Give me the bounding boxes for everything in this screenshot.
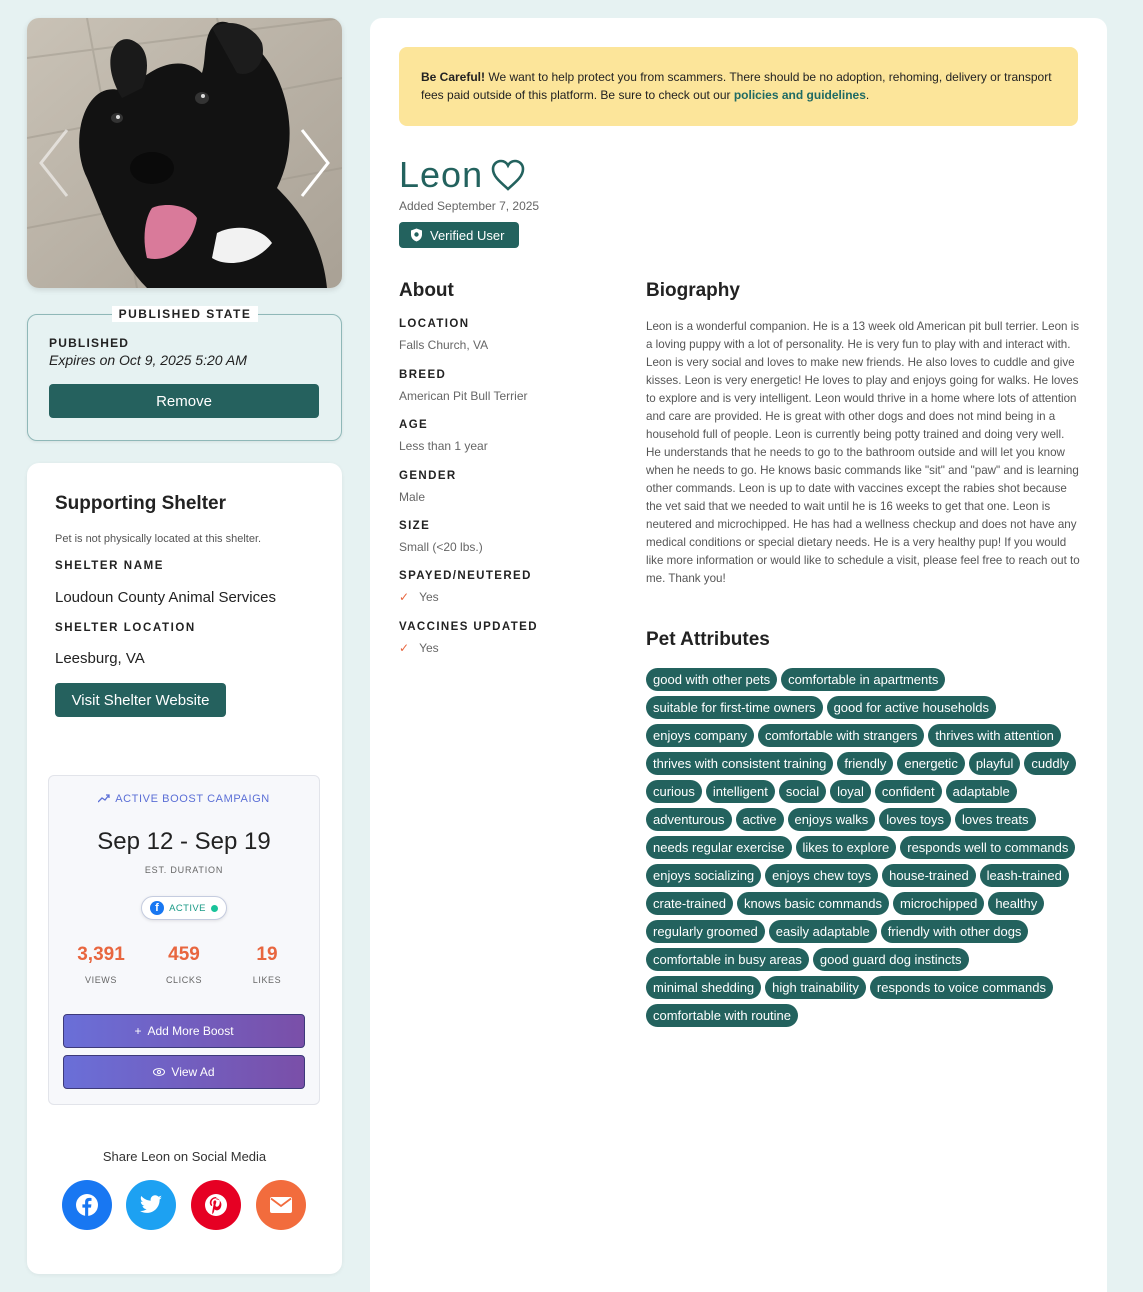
verified-label: Verified User bbox=[430, 227, 505, 243]
about-value: Male bbox=[399, 490, 426, 504]
policies-link[interactable]: policies and guidelines bbox=[733, 88, 866, 102]
about-label: GENDER bbox=[399, 470, 457, 482]
attribute-tag: thrives with attention bbox=[928, 724, 1061, 747]
attribute-tag: comfortable with strangers bbox=[758, 724, 924, 747]
attribute-tag: regularly groomed bbox=[646, 920, 765, 943]
eye-icon bbox=[153, 1068, 165, 1076]
attribute-tag: microchipped bbox=[893, 892, 984, 915]
attribute-tag: good for active households bbox=[827, 696, 996, 719]
attribute-tag: good with other pets bbox=[646, 668, 777, 691]
facebook-icon bbox=[75, 1193, 99, 1217]
shelter-location: Leesburg, VA bbox=[55, 650, 145, 667]
warning-strong: Be Careful! bbox=[421, 70, 486, 84]
attribute-tag: thrives with consistent training bbox=[646, 752, 833, 775]
pet-photo-carousel[interactable] bbox=[27, 18, 342, 288]
attribute-tag: comfortable in apartments bbox=[781, 668, 945, 691]
facebook-icon: f bbox=[150, 901, 164, 915]
shield-icon bbox=[410, 228, 423, 242]
boost-campaign-panel bbox=[48, 775, 320, 1105]
attribute-tag: easily adaptable bbox=[769, 920, 877, 943]
shelter-name: Loudoun County Animal Services bbox=[55, 589, 276, 606]
verified-user-badge bbox=[399, 222, 519, 248]
pet-attribute-tags bbox=[646, 668, 1082, 1027]
status-dot-icon bbox=[211, 905, 218, 912]
attribute-tag: adventurous bbox=[646, 808, 732, 831]
share-pinterest-button[interactable] bbox=[191, 1180, 241, 1230]
published-state-card bbox=[27, 314, 342, 441]
attribute-tag: intelligent bbox=[706, 780, 775, 803]
shelter-card-title: Supporting Shelter bbox=[55, 493, 226, 514]
about-label: SIZE bbox=[399, 520, 431, 532]
twitter-icon bbox=[139, 1195, 163, 1215]
attribute-tag: friendly with other dogs bbox=[881, 920, 1029, 943]
add-more-boost-button[interactable] bbox=[63, 1014, 305, 1048]
about-value: Less than 1 year bbox=[399, 439, 488, 453]
pet-name: Leon bbox=[399, 154, 484, 195]
attribute-tag: crate-trained bbox=[646, 892, 733, 915]
add-more-boost-label: Add More Boost bbox=[147, 1024, 234, 1038]
shelter-name-label: SHELTER NAME bbox=[55, 560, 165, 572]
attribute-tag: active bbox=[736, 808, 784, 831]
attribute-tag: high trainability bbox=[765, 976, 866, 999]
boost-dates: Sep 12 - Sep 19 bbox=[97, 828, 271, 855]
attribute-tag: loves treats bbox=[955, 808, 1035, 831]
published-status: PUBLISHED bbox=[49, 336, 130, 350]
attribute-tag: playful bbox=[969, 752, 1021, 775]
attribute-tag: good guard dog instincts bbox=[813, 948, 969, 971]
attribute-tag: social bbox=[779, 780, 826, 803]
about-value: Small (<20 lbs.) bbox=[399, 540, 483, 554]
attribute-tag: curious bbox=[646, 780, 702, 803]
attribute-tag: loyal bbox=[830, 780, 871, 803]
pet-details-panel bbox=[370, 18, 1107, 1292]
stat-label: CLICKS bbox=[165, 975, 203, 985]
attribute-tag: suitable for first-time owners bbox=[646, 696, 823, 719]
attribute-tag: responds well to commands bbox=[900, 836, 1075, 859]
stat-label: VIEWS bbox=[84, 975, 117, 985]
view-ad-button[interactable] bbox=[63, 1055, 305, 1089]
warning-end: . bbox=[865, 88, 870, 102]
attribute-tag: enjoys chew toys bbox=[765, 864, 878, 887]
about-check-value bbox=[399, 590, 439, 604]
checkmark-icon: ✓ bbox=[399, 641, 410, 655]
about-label: BREED bbox=[399, 369, 447, 381]
attribute-tag: loves toys bbox=[879, 808, 951, 831]
attribute-tag: enjoys socializing bbox=[646, 864, 761, 887]
stat-value: 19 bbox=[256, 944, 278, 965]
boost-heading-text: ACTIVE BOOST CAMPAIGN bbox=[115, 793, 270, 805]
checkmark-icon: ✓ bbox=[399, 590, 410, 604]
about-value: Falls Church, VA bbox=[399, 338, 489, 352]
attribute-tag: comfortable with routine bbox=[646, 1004, 798, 1027]
attribute-tag: needs regular exercise bbox=[646, 836, 792, 859]
attribute-tag: enjoys company bbox=[646, 724, 754, 747]
attribute-tag: house-trained bbox=[882, 864, 976, 887]
boost-est-duration: EST. DURATION bbox=[144, 865, 224, 875]
trending-up-icon bbox=[98, 794, 110, 803]
about-label: LOCATION bbox=[399, 318, 470, 330]
shelter-location-label: SHELTER LOCATION bbox=[55, 622, 196, 634]
favorite-heart-icon[interactable] bbox=[491, 159, 525, 192]
plus-icon: + bbox=[134, 1024, 142, 1038]
biography-text: Leon is a wonderful companion. He is a 13 week old American pit bull terrier. Leon is a loving puppy with a lot of personality. He is very fun to play with and interact with. Leon is very social and loves to make new friends. He also loves to cuddle and give kisses. Leon is very energetic! He loves to play and enjoys going for walks. He loves to explore and is very intelligent. Leon would thrive in a home where lots of attention and care are provided. He is great with other dogs and does not mind being in a household full of people. Leon is currently being potty trained and doing very well. He understands that he needs to go to the bathroom outside and will let you know when he needs to go. He knows basic commands like "sit" and "paw" and is learning other commands. Leon is up to date with vaccines except the rabies shot because the vet said that we needed to wait until he is 16 weeks to get that one. Leon is neutered and microchipped. He has had a wellness checkup and does not have any medical conditions or special dietary needs. He is a very healthy pup! If you would like more information or would like to schedule a visit, please feel free to reach out to me. Thank you! bbox=[646, 320, 1080, 585]
share-title: Share Leon on Social Media bbox=[102, 1149, 267, 1164]
prev-photo-icon[interactable] bbox=[35, 126, 75, 200]
attribute-tag: cuddly bbox=[1024, 752, 1076, 775]
about-heading: About bbox=[399, 280, 454, 301]
about-value: Yes bbox=[419, 590, 439, 604]
stat-label: LIKES bbox=[252, 975, 282, 985]
pet-attributes-heading: Pet Attributes bbox=[646, 629, 770, 650]
share-facebook-button[interactable] bbox=[62, 1180, 112, 1230]
attribute-tag: minimal shedding bbox=[646, 976, 761, 999]
attribute-tag: friendly bbox=[837, 752, 893, 775]
attribute-tag: comfortable in busy areas bbox=[646, 948, 809, 971]
attribute-tag: healthy bbox=[988, 892, 1044, 915]
published-state-legend: PUBLISHED STATE bbox=[112, 306, 258, 322]
biography-heading: Biography bbox=[646, 280, 740, 301]
about-value: Yes bbox=[419, 641, 439, 655]
scam-warning-banner bbox=[399, 47, 1078, 126]
email-icon bbox=[270, 1197, 292, 1213]
attribute-tag: confident bbox=[875, 780, 942, 803]
stat-value: 459 bbox=[168, 944, 200, 965]
attribute-tag: responds to voice commands bbox=[870, 976, 1053, 999]
about-check-value bbox=[399, 641, 439, 655]
about-label: AGE bbox=[399, 419, 429, 431]
remove-button[interactable]: Remove bbox=[49, 384, 319, 418]
share-twitter-button[interactable] bbox=[126, 1180, 176, 1230]
attribute-tag: knows basic commands bbox=[737, 892, 889, 915]
attribute-tag: likes to explore bbox=[796, 836, 897, 859]
next-photo-icon[interactable] bbox=[294, 126, 334, 200]
visit-shelter-website-button[interactable]: Visit Shelter Website bbox=[55, 683, 226, 717]
boost-heading bbox=[49, 793, 319, 805]
boost-status-badge bbox=[141, 896, 227, 920]
attribute-tag: adaptable bbox=[946, 780, 1017, 803]
share-email-button[interactable] bbox=[256, 1180, 306, 1230]
expiration-date: Expires on Oct 9, 2025 5:20 AM bbox=[49, 352, 247, 368]
about-label: SPAYED/NEUTERED bbox=[399, 570, 532, 582]
view-ad-label: View Ad bbox=[171, 1065, 215, 1079]
attribute-tag: enjoys walks bbox=[788, 808, 876, 831]
pinterest-icon bbox=[204, 1193, 228, 1217]
added-date: Added September 7, 2025 bbox=[399, 199, 540, 213]
about-value: American Pit Bull Terrier bbox=[399, 389, 528, 403]
stat-views bbox=[61, 944, 141, 985]
supporting-shelter-card bbox=[27, 463, 342, 1274]
stat-likes bbox=[227, 944, 307, 985]
boost-status-text: ACTIVE bbox=[169, 902, 206, 914]
attribute-tag: energetic bbox=[897, 752, 964, 775]
warning-text: We want to help protect you from scammers. There should be no adoption, rehoming, delivery or transport fees paid outside of this platform. Be sure to check out our bbox=[421, 70, 1052, 102]
shelter-note: Pet is not physically located at this shelter. bbox=[55, 533, 262, 545]
attribute-tag: leash-trained bbox=[980, 864, 1069, 887]
about-label: VACCINES UPDATED bbox=[399, 621, 538, 633]
stat-clicks bbox=[144, 944, 224, 985]
stat-value: 3,391 bbox=[77, 944, 125, 965]
